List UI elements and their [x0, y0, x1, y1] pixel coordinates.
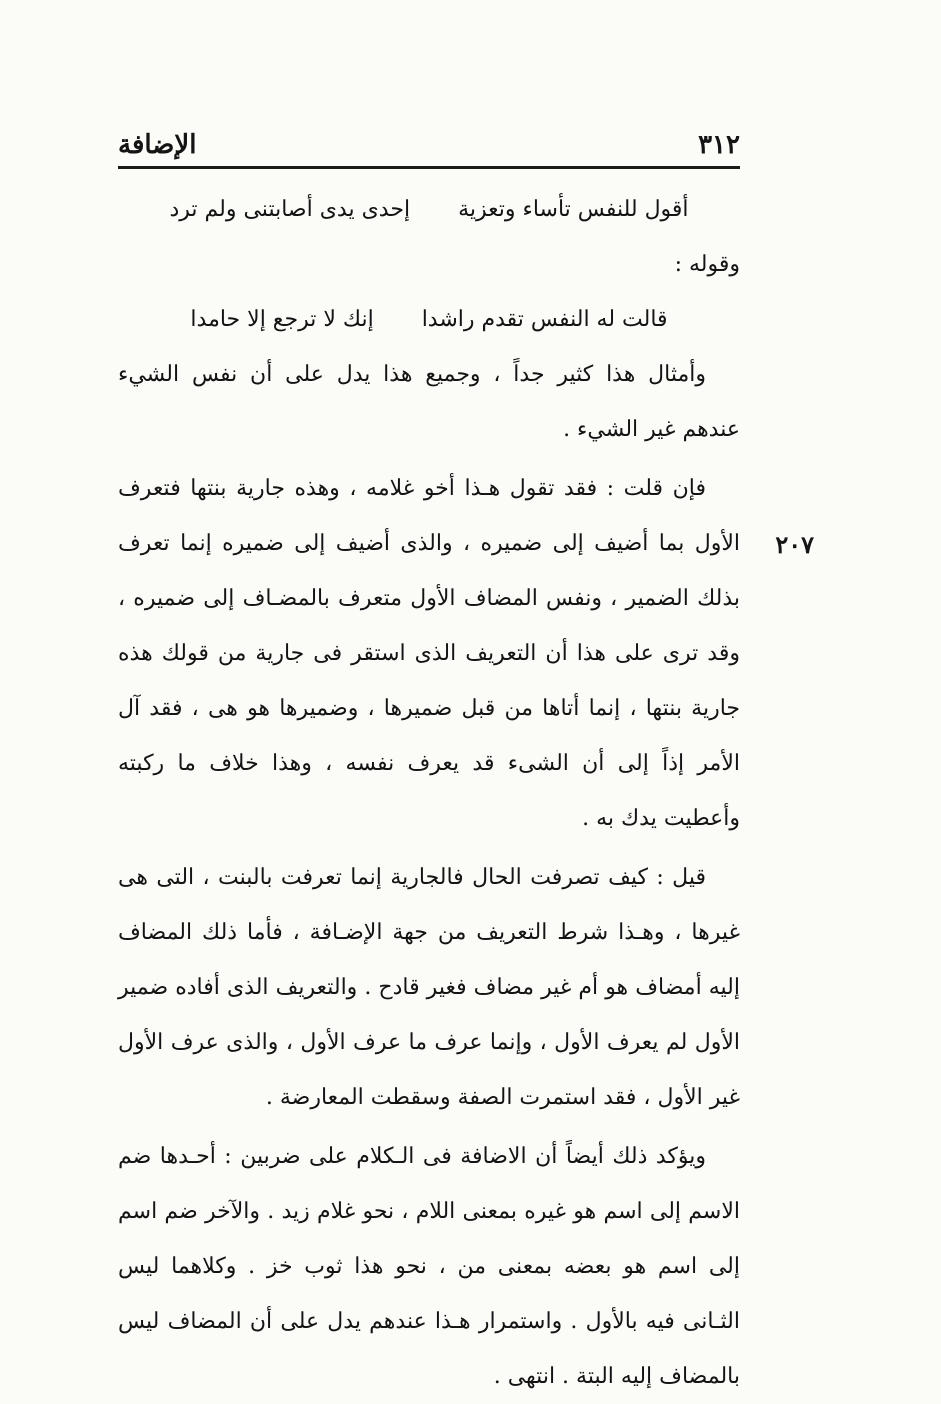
page-number: ٣١٢	[698, 130, 740, 160]
verse-2-second-hemistich: إنك لا ترجع إلا حامدا	[190, 307, 374, 332]
body-text	[118, 182, 740, 1404]
paragraph-4: ويؤكد ذلك أيضاً أن الاضافة فى الـكلام على ضربين : أحـدها ضم الاسم إلى اسم هو غيره بمعنى اللام ، نحو غلام زيد . والآخر ضم اسم إلى اسم هو بعضه بمعنى من ، نحو هذا ثوب خز . وكلاهما ليس الثـانى فيه بالأول . واستمرار هـذا عندهم يدل على أن المضاف ليس بالمضاف إليه البتة . انتهى .	[118, 1144, 740, 1389]
paragraph-2: فإن قلت : فقد تقول هـذا أخو غلامه ، وهذه جارية بنتها فتعرف الأول بما أضيف إلى ضميره ، والذى أضيف إلى ضميره إنما تعرف بذلك الضمير ، ونفس المضاف الأول متعرف بالمضـاف إلى ضميره ، وقد ترى على هذا أن التعريف الذى استقر فى جارية من قولك هذه جارية بنتها ، إنما أتاها من قبل ضميرها ، وضميرها هو هى ، فقد آل الأمر إذاً إلى أن الشىء قد يعرف نفسه ، وهذا خلاف ما ركبته وأعطيت يدك به .	[118, 476, 740, 831]
page-header	[118, 128, 740, 162]
paragraph-1: وأمثال هذا كثير جداً ، وجميع هذا يدل على أن نفس الشيء عندهم غير الشيء .	[118, 362, 740, 442]
running-title: الإضافة	[118, 130, 197, 160]
intro-line: وقوله :	[674, 252, 740, 277]
paragraph-3: قيل : كيف تصرفت الحال فالجارية إنما تعرفت بالبنت ، التى هى غيرها ، وهـذا شرط التعريف من جهة الإضـافة ، فأما ذلك المضاف إليه أمضاف هو أم غير مضاف فغير قادح . والتعريف الذى أفاده ضمير الأول لم يعرف الأول ، وإنما عرف ما عرف الأول ، والذى عرف الأول غير الأول ، فقد استمرت الصفة وسقطت المعارضة .	[118, 865, 740, 1110]
verse-1-first-hemistich: أقول للنفس تأساء وتعزية	[458, 197, 689, 222]
header-rule	[118, 166, 740, 169]
verse-1-second-hemistich: إحدى يدى أصابتنى ولم ترد	[169, 197, 411, 222]
margin-section-number: ٢٠٧	[775, 530, 814, 559]
verse-2-first-hemistich: قالت له النفس تقدم راشدا	[421, 307, 668, 332]
verse-line-2	[118, 292, 740, 347]
verse-line-1	[118, 182, 740, 237]
